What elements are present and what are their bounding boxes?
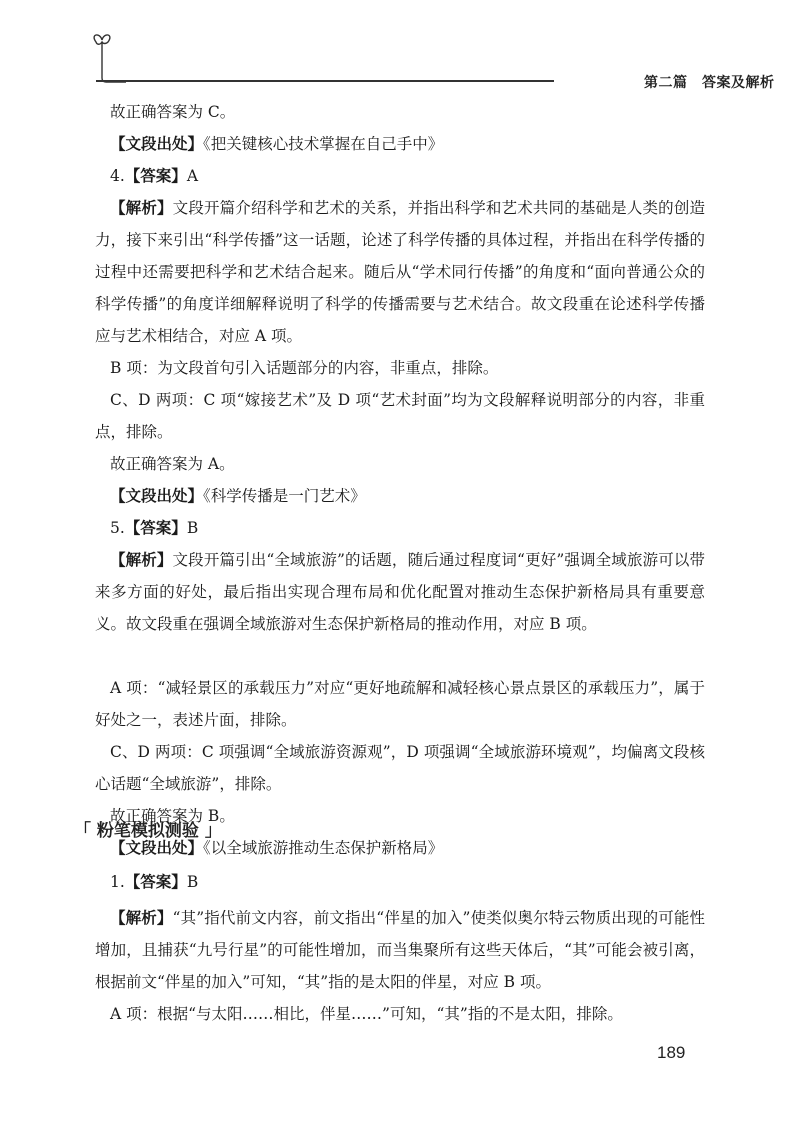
paragraph: A 项：根据“与太阳……相比，伴星……”可知，“其”指的不是太阳，排除。 [110, 1005, 623, 1023]
analysis-paragraph: 【解析】文段开篇引出“全域旅游”的话题，随后通过程度词“更好”强调全域旅游可以带来多方面的好处，最后指出实现合理布局和优化配置对推动生态保护新格局具有重要意义。故文段重在强调全域旅游对生态保护新格局的推动作用，对应 B 项。 [95, 551, 705, 633]
sprout-icon [86, 28, 126, 84]
paragraph: 故正确答案为 A。 [110, 455, 235, 473]
section-title: 「 粉笔模拟测验 」 [74, 821, 222, 841]
paragraph: B 项：为文段首句引入话题部分的内容，非重点，排除。 [110, 359, 499, 377]
source-line: 【文段出处】《把关键核心技术掌握在自己手中》 [110, 135, 444, 153]
paragraph: C、D 两项：C 项强调“全域旅游资源观”，D 项强调“全域旅游环境观”，均偏离文段核心话题“全域旅游”，排除。 [95, 743, 705, 793]
paragraph: A 项：“减轻景区的承载压力”对应“更好地疏解和减轻核心景点景区的承载压力”，属于好处之一，表述片面，排除。 [95, 679, 705, 729]
answer-line: 1.【答案】B [110, 873, 199, 891]
analysis-paragraph: 【解析】文段开篇介绍科学和艺术的关系，并指出科学和艺术共同的基础是人类的创造力，接下来引出“科学传播”这一话题，论述了科学传播的具体过程，并指出在科学传播的过程中还需要把科学和艺术结合起来。随后从“学术同行传播”的角度和“面向普通公众的科学传播”的角度详细解释说明了科学的传播需要与艺术结合。故文段重在论述科学传播应与艺术相结合，对应 A 项。 [95, 199, 705, 345]
paragraph: C、D 两项：C 项“嫁接艺术”及 D 项“艺术封面”均为文段解释说明部分的内容，非重点，排除。 [95, 391, 705, 441]
page-number: 189 [657, 1043, 686, 1062]
paragraph: 故正确答案为 B。 [110, 807, 235, 825]
answer-line: 4.【答案】A [110, 167, 199, 185]
header-rule [96, 80, 554, 82]
paragraph: 故正确答案为 C。 [110, 103, 236, 121]
chapter-title: 第二篇 答案及解析 [644, 75, 775, 91]
source-line: 【文段出处】《以全域旅游推动生态保护新格局》 [110, 839, 444, 857]
analysis-paragraph: 【解析】“其”指代前文内容，前文指出“伴星的加入”使类似奥尔特云物质出现的可能性增加，且捕获“九号行星”的可能性增加，而当集聚所有这些天体后，“其”可能会被引离，根据前文“伴星的加入”可知，“其”指的是太阳的伴星，对应 B 项。 [95, 909, 705, 991]
source-line: 【文段出处】《科学传播是一门艺术》 [110, 487, 366, 505]
answer-line: 5.【答案】B [110, 519, 199, 537]
running-header [86, 28, 775, 91]
